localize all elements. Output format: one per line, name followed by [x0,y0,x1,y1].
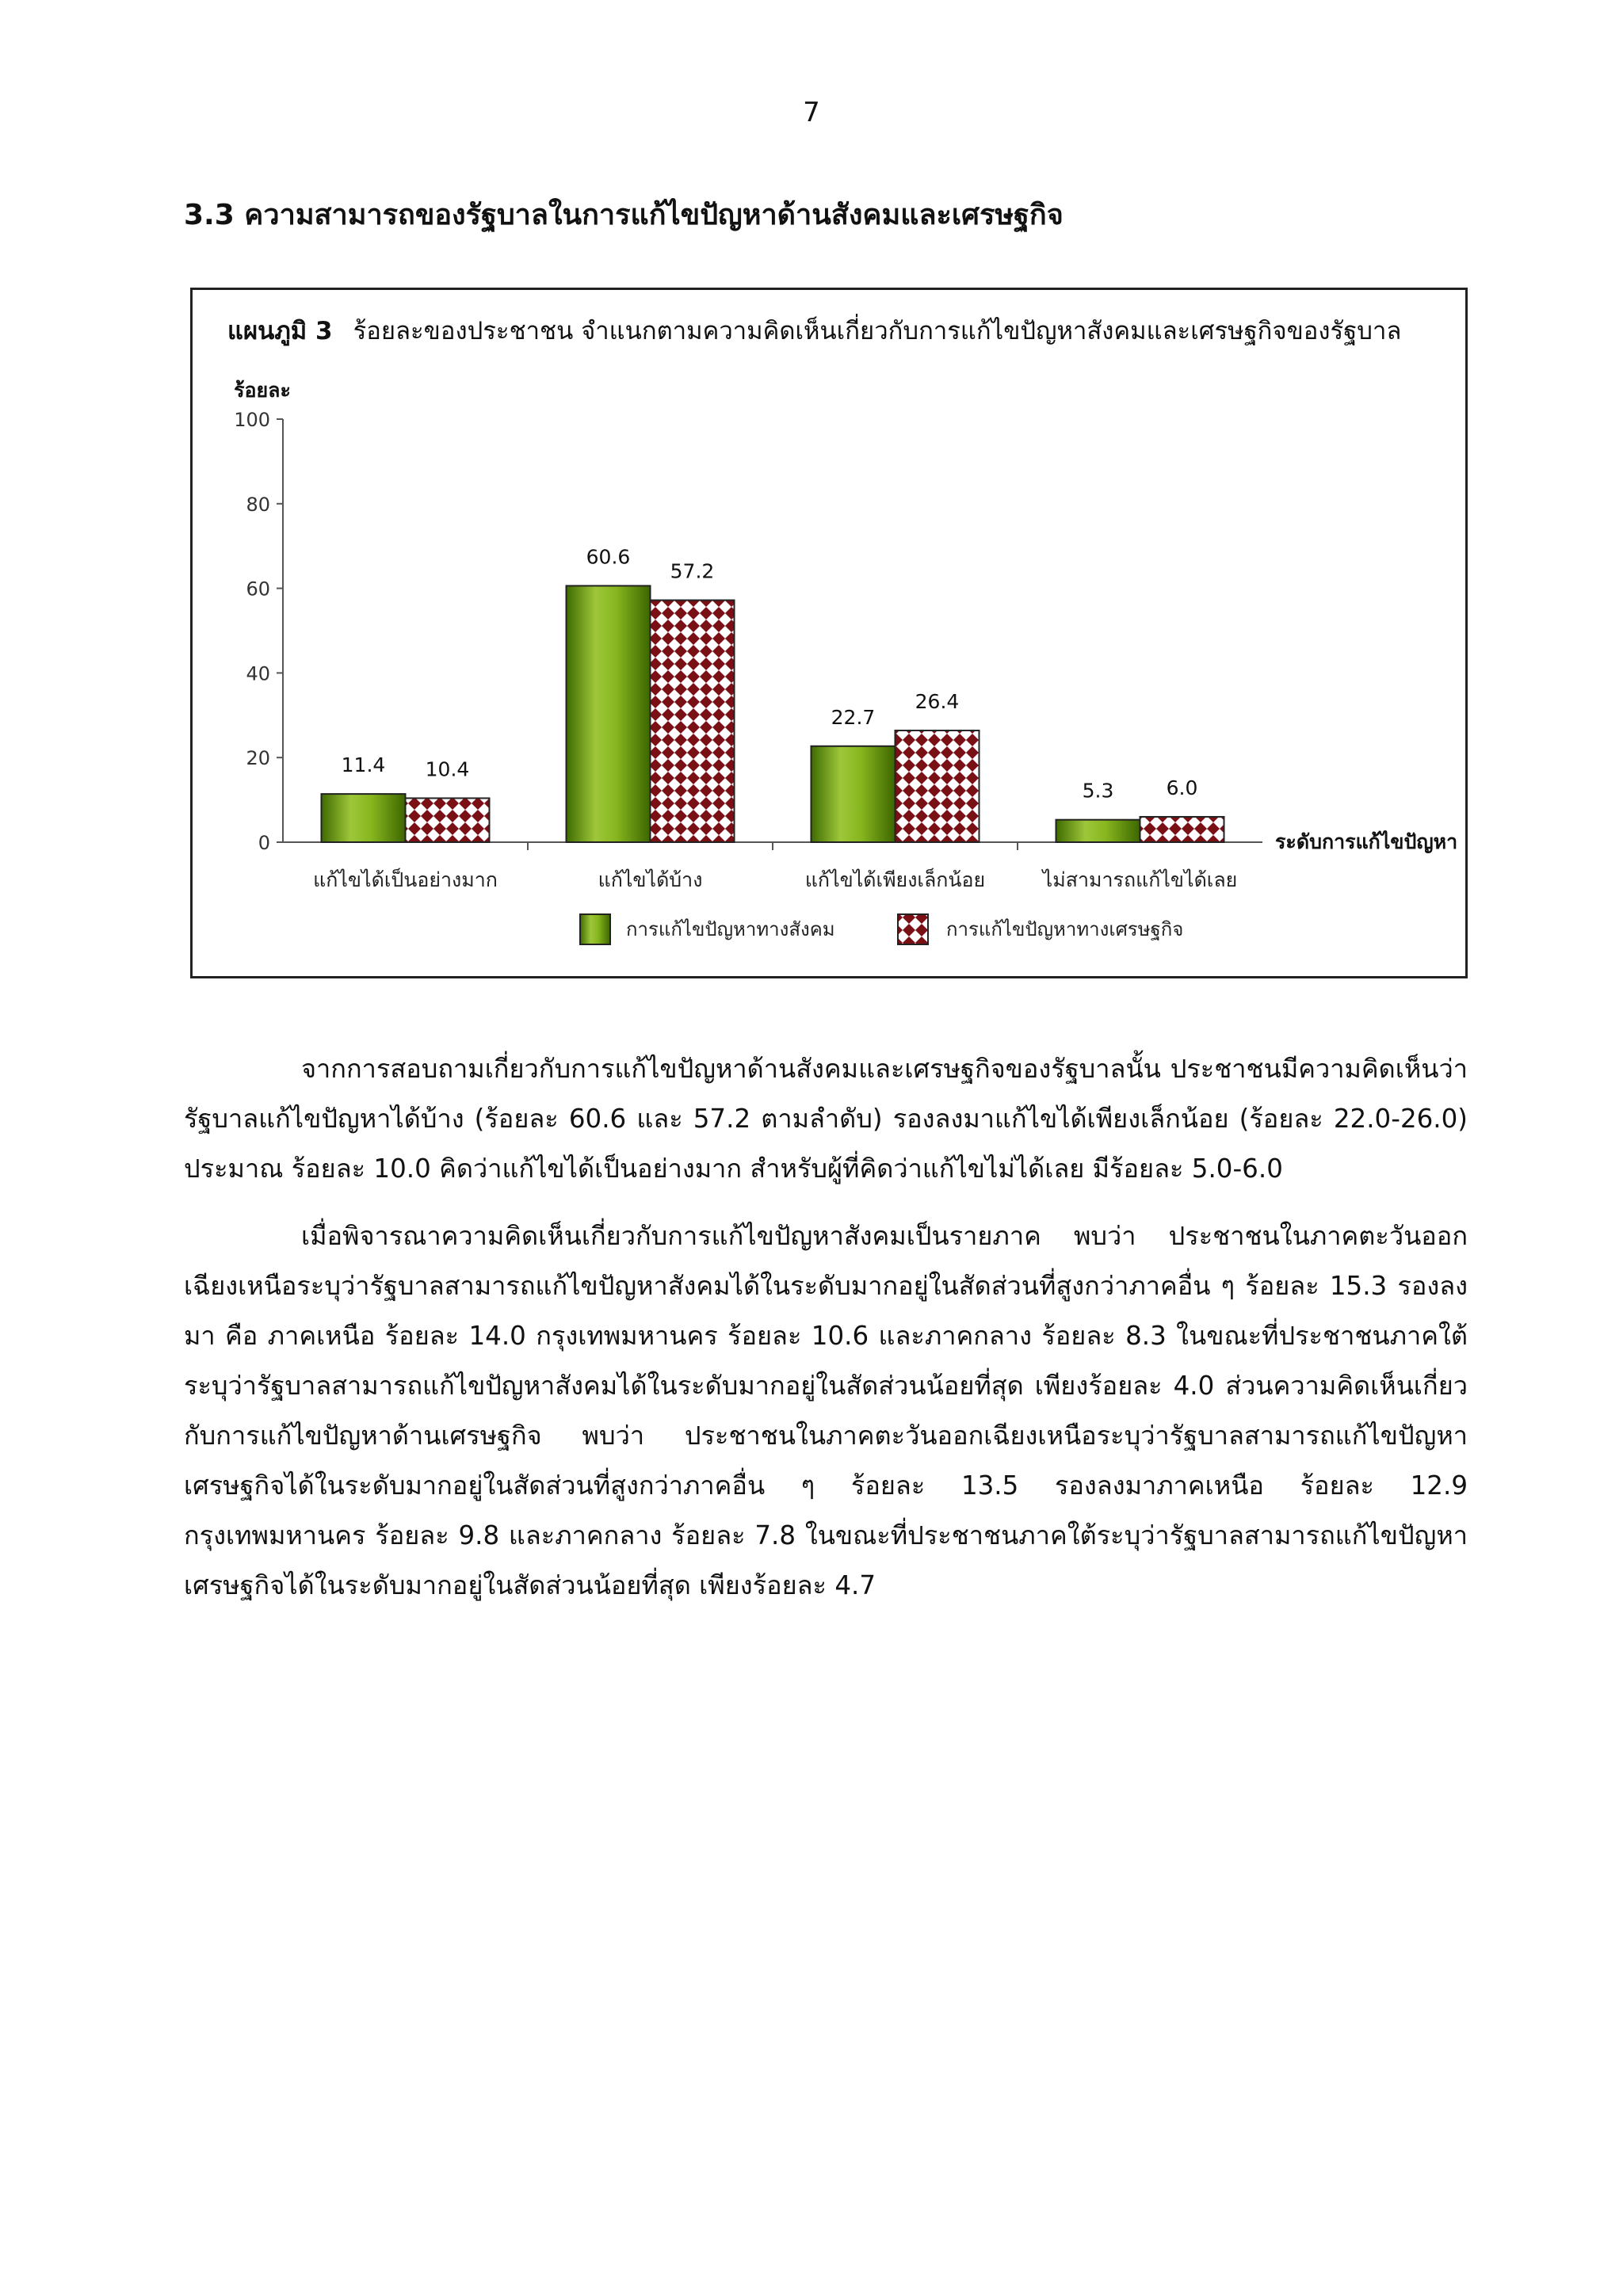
bar-value-label: 60.6 [586,545,631,569]
bar-economic [651,601,735,842]
x-axis-label: ระดับการแก้ไขปัญหา [1275,830,1458,853]
body-text [184,1044,1468,1628]
page-number: 7 [803,97,820,128]
x-tick-label: แก้ไขได้บ้าง [598,868,703,891]
chart-title-text: ร้อยละของประชาชน จำแนกตามความคิดเห็นเกี่ยวกับการแก้ไขปัญหาสังคมและเศรษฐกิจของรัฐบาล [353,317,1402,345]
legend-swatch-social [580,914,610,944]
y-tick-label: 40 [246,662,270,685]
bar-social [567,585,651,842]
bar-social [812,746,896,842]
bar-economic [1140,817,1224,842]
bar-value-label: 6.0 [1166,776,1198,799]
bar-value-label: 10.4 [425,757,470,781]
x-tick-label: ไม่สามารถแก้ไขได้เลย [1042,868,1238,891]
legend-label: การแก้ไขปัญหาทางเศรษฐกิจ [946,918,1184,940]
bar-value-label: 22.7 [831,705,876,729]
y-tick-label: 100 [234,409,270,431]
y-axis-label: ร้อยละ [234,379,291,402]
bar-value-label: 11.4 [341,753,386,777]
bar-value-label: 57.2 [670,559,715,583]
paragraph-1: จากการสอบถามเกี่ยวกับการแก้ไขปัญหาด้านสังคมและเศรษฐกิจของรัฐบาลนั้น ประชาชนมีความคิดเห็นว่ารัฐบาลแก้ไขปัญหาได้บ้าง (ร้อยละ 60.6 และ 57.2 ตามลำดับ) รองลงมาแก้ไขได้เพียงเล็กน้อย (ร้อยละ 22.0-26.0) ประมาณ ร้อยละ 10.0 คิดว่าแก้ไขได้เป็นอย่างมาก สำหรับผู้ที่คิดว่าแก้ไขไม่ได้เลย มีร้อยละ 5.0-6.0 [184,1054,1468,1184]
bar-social [1056,820,1140,842]
section-heading: 3.3 ความสามารถของรัฐบาลในการแก้ไขปัญหาด้านสังคมและเศรษฐกิจ [184,199,1064,231]
y-tick-label: 60 [246,578,270,601]
chart-frame [190,288,1468,978]
bar-economic [406,798,490,842]
bar-value-label: 5.3 [1082,779,1114,803]
x-tick-label: แก้ไขได้เป็นอย่างมาก [313,868,498,891]
y-tick-label: 20 [246,747,270,770]
legend-swatch-economic [898,914,928,944]
paragraph-2: เมื่อพิจารณาความคิดเห็นเกี่ยวกับการแก้ไขปัญหาสังคมเป็นรายภาค พบว่า ประชาชนในภาคตะวันออกเฉียงเหนือระบุว่ารัฐบาลสามารถแก้ไขปัญหาสังคมได้ในระดับมากอยู่ในสัดส่วนที่สูงกว่าภาคอื่น ๆ ร้อยละ 15.3 รองลงมา คือ ภาคเหนือ ร้อยละ 14.0 กรุงเทพมหานคร ร้อยละ 10.6 และภาคกลาง ร้อยละ 8.3 ในขณะที่ประชาชนภาคใต้ระบุว่ารัฐบาลสามารถแก้ไขปัญหาสังคมได้ในระดับมากอยู่ในสัดส่วนน้อยที่สุด เพียงร้อยละ 4.0 ส่วนความคิดเห็นเกี่ยวกับการแก้ไขปัญหาด้านเศรษฐกิจ พบว่า ประชาชนในภาคตะวันออกเฉียงเหนือระบุว่ารัฐบาลสามารถแก้ไขปัญหาเศรษฐกิจได้ในระดับมากอยู่ในสัดส่วนที่สูงกว่าภาคอื่น ๆ ร้อยละ 13.5 รองลงมาภาคเหนือ ร้อยละ 12.9 กรุงเทพมหานคร ร้อยละ 9.8 และภาคกลาง ร้อยละ 7.8 ในขณะที่ประชาชนภาคใต้ระบุว่ารัฐบาลสามารถแก้ไขปัญหาเศรษฐกิจได้ในระดับมากอยู่ในสัดส่วนน้อยที่สุด เพียงร้อยละ 4.7 [184,1221,1468,1600]
chart-title-prefix: แผนภูมิ 3 [227,317,333,345]
bar-economic [896,730,980,842]
bar-social [322,794,406,842]
bar-value-label: 26.4 [915,690,960,714]
y-tick-label: 0 [258,832,270,854]
y-tick-label: 80 [246,493,270,516]
bar-chart [193,290,1465,976]
legend-label: การแก้ไขปัญหาทางสังคม [626,918,835,940]
x-tick-label: แก้ไขได้เพียงเล็กน้อย [804,868,986,891]
